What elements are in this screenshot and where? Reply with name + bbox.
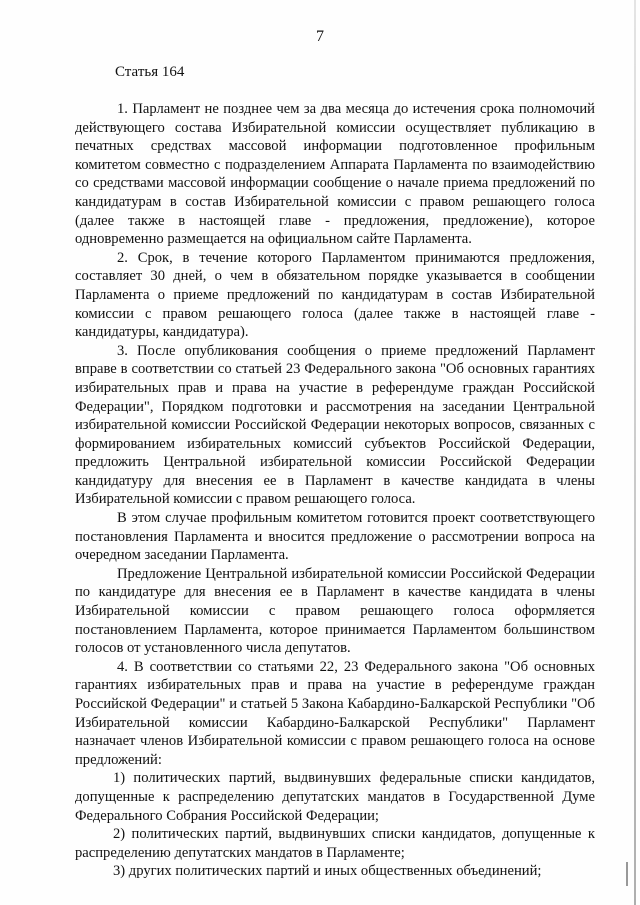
- paragraph-3-proposal: Предложение Центральной избирательной комиссии Российской Федерации по кандидатуре для внесения ее в Парламент в качестве кандидата в члены Избирательной комиссии с правом решающего голоса оформляется постановлением Парламента, которое принимается Парламентом большинством голосов от установленного числа депутатов.: [75, 565, 595, 657]
- page-number: 7: [316, 28, 324, 45]
- paragraph-4: 4. В соответствии со статьями 22, 23 Федерального закона "Об основных гарантиях избирательных прав и права на участие в референдуме граждан Российской Федерации" и статьей 5 Закона Кабардино-Балкарской Республики "Об Избирательной комиссии Кабардино-Балкарской Республики" Парламент назначает членов Избирательной комиссии с правом решающего голоса на основе предложений:: [75, 658, 595, 768]
- list-item-2: 2) политических партий, выдвинувших списки кандидатов, допущенные к распределению депутатских мандатов в Парламенте;: [75, 826, 595, 861]
- list-item-1: 1) политических партий, выдвинувших федеральные списки кандидатов, допущенные к распределению депутатских мандатов в Государственной Думе Федерального Собрания Российской Федерации;: [75, 770, 595, 824]
- paragraph-3-committee: В этом случае профильным комитетом готовится проект соответствующего постановления Парламента и вносится предложение о рассмотрении вопроса на очередном заседании Парламента.: [75, 510, 595, 564]
- scan-edge-shadow: [634, 0, 636, 905]
- paragraph-2: 2. Срок, в течение которого Парламентом принимаются предложения, составляет 30 дней, о чем в обязательном порядке указывается в сообщении Парламента о приеме предложений по кандидатурам в состав Избирательной комиссии с правом решающего голоса (далее также в настоящей главе - кандидатуры, кандидатура).: [75, 249, 595, 341]
- list-item-3: 3) других политических партий и иных общественных объединений;: [113, 863, 542, 880]
- paragraph-3: 3. После опубликования сообщения о приеме предложений Парламент вправе в соответствии со статьей 23 Федерального закона "Об основных гарантиях избирательных прав и права на участие в референдуме граждан Российской Федерации", Порядком подготовки и рассмотрения на заседании Центральной избирательной комиссии Российской Федерации некоторых вопросов, связанных с формированием избирательных комиссий субъектов Российской Федерации, предложить Центральной избирательной комиссии Российской Федерации кандидатуру для внесения ее в Парламент в качестве кандидата в члены Избирательной комиссии с правом решающего голоса.: [75, 342, 595, 508]
- paragraph-1: 1. Парламент не позднее чем за два месяца до истечения срока полномочий действующего состава Избирательной комиссии осуществляет публикацию в печатных средствах массовой информации подготовленное профильным комитетом совместно с подразделением Аппарата Парламента по взаимодействию со средствами массовой информации сообщение о начале приема предложений по кандидатурам в состав Избирательной комиссии с правом решающего голоса (далее также в настоящей главе - предложения, предложение), которое одновременно размещается на официальном сайте Парламента.: [75, 101, 595, 248]
- scan-artifact-mark: [626, 862, 628, 886]
- article-title: Статья 164: [115, 64, 185, 80]
- document-body: [75, 100, 595, 881]
